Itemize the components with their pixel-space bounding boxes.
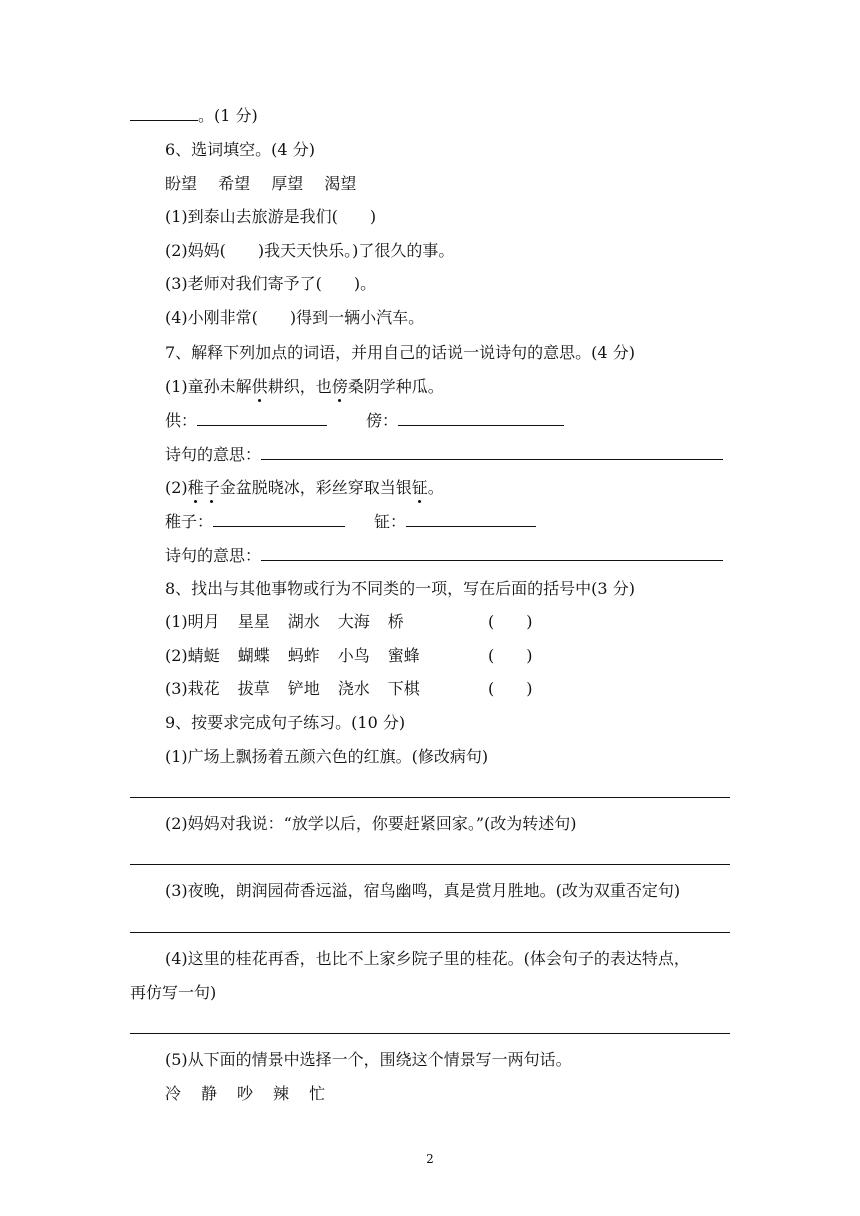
meaning-label: 诗句的意思：: [165, 546, 262, 565]
option-item: 蚂蚱: [287, 646, 320, 665]
dotted-char-zi: 子: [203, 478, 220, 497]
zheng-answer-blank[interactable]: [406, 510, 536, 527]
q8-answer-paren-1[interactable]: ( ): [488, 612, 533, 631]
gong-label: 供：: [165, 411, 198, 430]
question-9-title: 9、按要求完成句子练习。(10 分): [165, 713, 406, 732]
option-item: 栽花: [187, 679, 220, 698]
word-option: 渴望: [324, 174, 357, 193]
q6-item-1: (1)到泰山去旅游是我们( ): [165, 207, 377, 226]
q8-row-1: (1)明月 星星 湖水 大海 桥: [165, 612, 404, 631]
question-8-title: 8、找出与其他事物或行为不同类的一项，写在后面的括号中(3 分): [165, 579, 635, 598]
option-item: 明月: [187, 612, 220, 631]
option-item: 蜻蜓: [187, 646, 220, 665]
meaning-label: 诗句的意思：: [165, 445, 262, 464]
word-option: 盼望: [165, 174, 198, 193]
q8-row-2: (2)蜻蜓 蝴蝶 蚂蚱 小鸟 蜜蜂: [165, 646, 420, 665]
option-item: 星星: [237, 612, 270, 631]
q8-answer-paren-3[interactable]: ( ): [488, 679, 533, 698]
dotted-char-gong: 供: [251, 377, 268, 396]
option-item: 小鸟: [337, 646, 370, 665]
answer-line-continued: [130, 104, 258, 127]
q7-zhizi-row: [165, 510, 345, 533]
dotted-char-bang: 傍: [331, 377, 348, 396]
word-option: 厚望: [271, 174, 304, 193]
option-item: 下棋: [387, 679, 420, 698]
zhizi-answer-blank[interactable]: [213, 510, 345, 527]
q9-answer-line-1[interactable]: [130, 797, 730, 798]
page-number: 2: [426, 1152, 434, 1166]
option-item: 铲地: [287, 679, 320, 698]
option-item: 拔草: [237, 679, 270, 698]
bang-label: 傍：: [366, 411, 399, 430]
word-option: 希望: [218, 174, 251, 193]
q6-item-2: (2)妈妈( )我天天快乐。)了很久的事。: [165, 241, 455, 260]
q9-answer-line-2[interactable]: [130, 864, 730, 865]
option-item: 大海: [337, 612, 370, 631]
scene-word: 吵: [237, 1084, 254, 1103]
scene-word: 静: [201, 1084, 218, 1103]
q9-item-5: (5)从下面的情景中选择一个，围绕这个情景写一两句话。: [165, 1050, 572, 1069]
q7-bang-row: [366, 409, 564, 432]
q6-item-4: (4)小刚非常( )得到一辆小汽车。: [165, 308, 425, 327]
q7-meaning-row-1: [165, 443, 723, 466]
meaning-answer-blank[interactable]: [261, 443, 723, 460]
answer-blank[interactable]: [130, 104, 198, 121]
zheng-label: 钲：: [374, 512, 407, 531]
option-item: 蜜蜂: [387, 646, 420, 665]
scene-word: 忙: [309, 1084, 326, 1103]
question-6-title: 6、选词填空。(4 分): [165, 140, 315, 159]
q9-item-4: (4)这里的桂花再香，也比不上家乡院子里的桂花。(体会句子的表达特点，: [165, 949, 690, 968]
q7-poem-line-1: (1)童孙未解供耕织，也傍桑阴学种瓜。: [165, 377, 444, 396]
q9-item-2: (2)妈妈对我说：“放学以后，你要赶紧回家。”(改为转述句): [165, 814, 577, 833]
q7-gong-row: [165, 409, 327, 432]
q7-poem-line-2: (2)稚子金盆脱晓冰，彩丝穿取当银钲。: [165, 478, 444, 497]
q9-5-word-bank: [165, 1083, 325, 1105]
dotted-char-zheng: 钲: [411, 478, 428, 497]
option-item: 蝴蝶: [237, 646, 270, 665]
q6-word-bank: [165, 173, 372, 195]
zhizi-label: 稚子：: [165, 512, 214, 531]
q7-zheng-row: [374, 510, 536, 533]
q8-answer-paren-2[interactable]: ( ): [488, 646, 533, 665]
q9-answer-line-4[interactable]: [130, 1033, 730, 1034]
dotted-char-zhi: 稚: [187, 478, 204, 497]
option-item: 桥: [387, 612, 404, 631]
q9-item-1: (1)广场上飘扬着五颜六色的红旗。(修改病句): [165, 747, 489, 766]
option-item: 浇水: [337, 679, 370, 698]
bang-answer-blank[interactable]: [398, 409, 564, 426]
option-item: 湖水: [287, 612, 320, 631]
question-7-title: 7、解释下列加点的词语，并用自己的话说一说诗句的意思。(4 分): [165, 343, 635, 362]
q7-meaning-row-2: [165, 544, 723, 567]
score-note: 。(1 分): [198, 106, 258, 125]
scene-word: 辣: [273, 1084, 290, 1103]
meaning-answer-blank[interactable]: [261, 544, 723, 561]
scene-word: 冷: [165, 1084, 182, 1103]
q9-item-3: (3)夜晚，朗润园荷香远溢，宿鸟幽鸣，真是赏月胜地。(改为双重否定句): [165, 881, 681, 900]
q8-row-3: (3)栽花 拔草 铲地 浇水 下棋: [165, 679, 420, 698]
q9-answer-line-3[interactable]: [130, 932, 730, 933]
q9-item-4-continued: 再仿写一句): [130, 983, 217, 1002]
q6-item-3: (3)老师对我们寄予了( )。: [165, 274, 377, 293]
gong-answer-blank[interactable]: [197, 409, 327, 426]
